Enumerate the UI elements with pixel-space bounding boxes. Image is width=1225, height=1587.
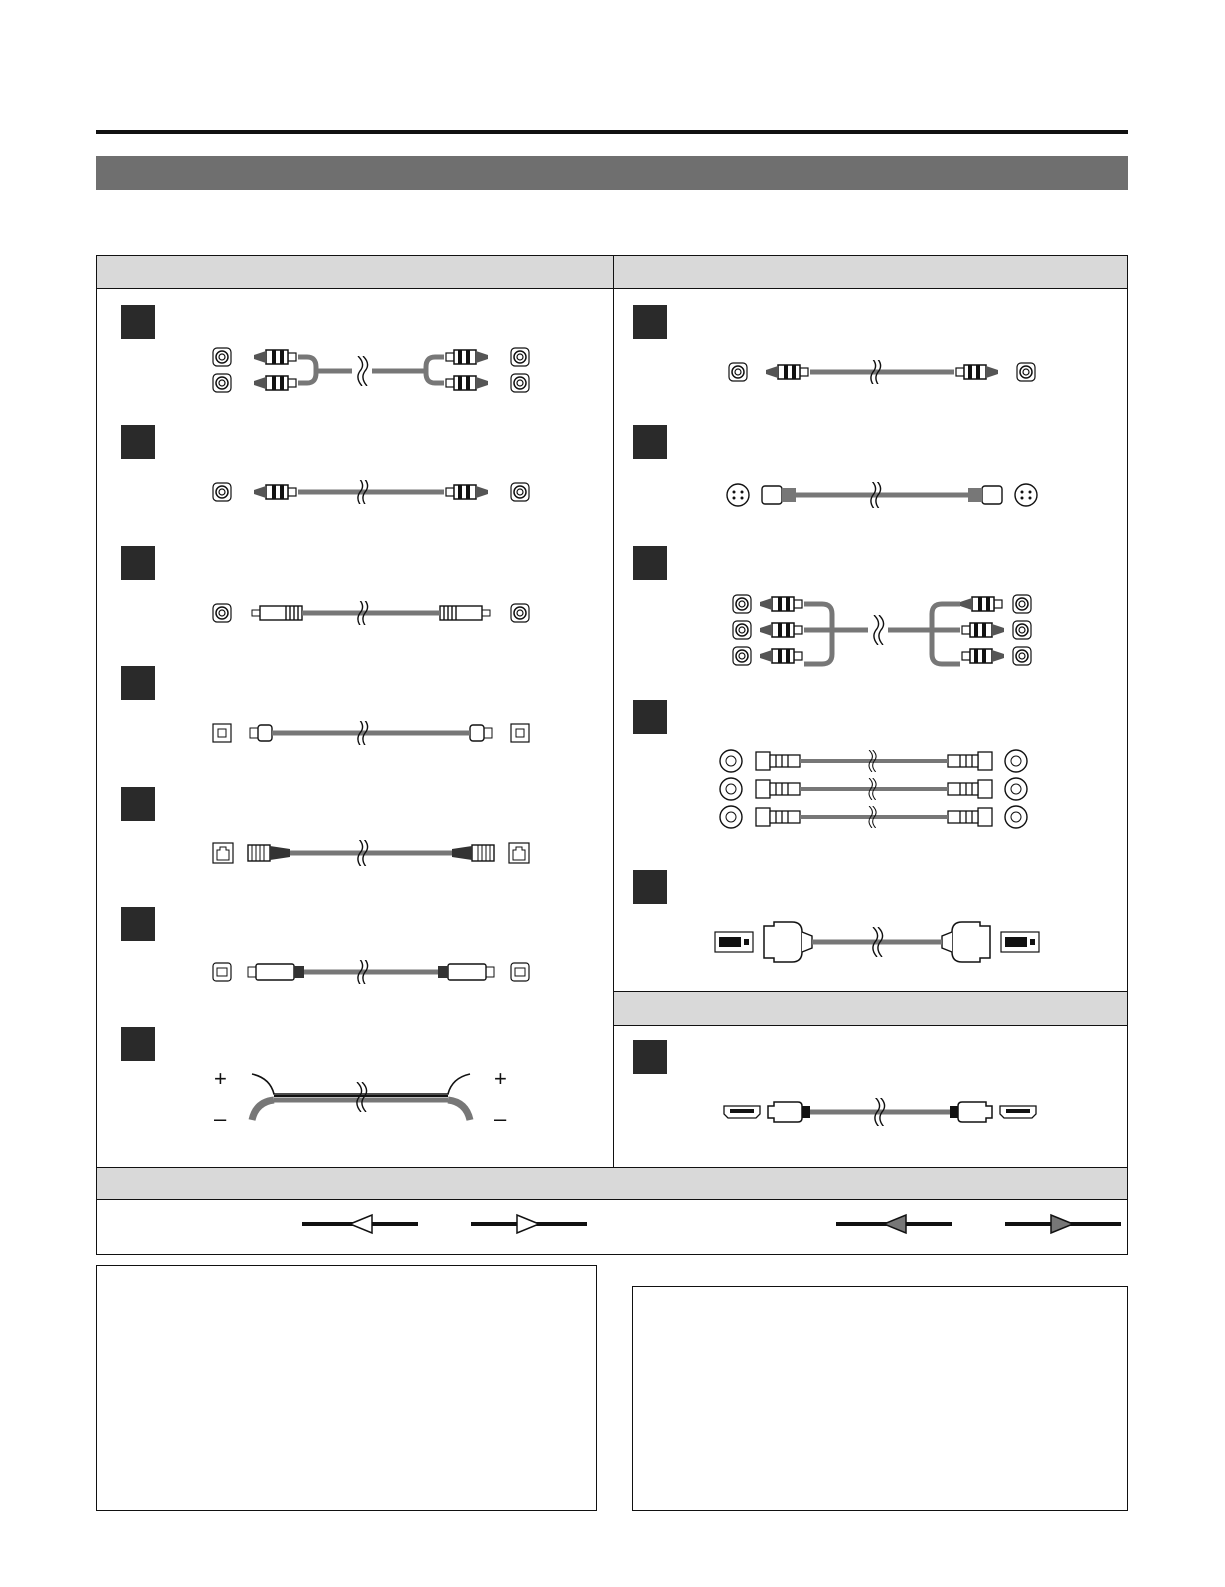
item-marker <box>121 546 155 580</box>
ieee1394-cable-icon <box>212 960 532 984</box>
column-divider <box>613 255 614 1167</box>
stereo-rca-cable-icon <box>212 345 532 397</box>
hdmi-cable-icon <box>722 1098 1038 1126</box>
legend-header-bar <box>97 1167 1127 1200</box>
item-marker <box>633 700 667 734</box>
optical-cable-icon <box>212 721 532 745</box>
item-marker <box>121 787 155 821</box>
bnc-cable-icon <box>718 748 1030 830</box>
arrow-left-open-icon <box>302 1213 418 1235</box>
note-box-right <box>632 1286 1128 1511</box>
sub-header-bar <box>614 991 1127 1026</box>
item-marker <box>121 1027 155 1061</box>
minus-sign: – <box>494 1106 507 1131</box>
arrow-right-filled-icon <box>1005 1213 1121 1235</box>
dvi-cable-icon <box>714 920 1040 964</box>
video-rca-cable-icon <box>728 360 1038 384</box>
plus-sign: + <box>494 1066 507 1091</box>
speaker-cable-icon <box>246 1070 476 1124</box>
rca-cable-icon <box>212 480 532 504</box>
arrow-right-open-icon <box>471 1213 587 1235</box>
component-video-cable-icon <box>732 592 1034 670</box>
item-marker <box>121 666 155 700</box>
lan-cable-icon <box>212 840 532 866</box>
minus-sign: – <box>214 1106 227 1131</box>
section-title-bar <box>96 156 1128 190</box>
s-video-cable-icon <box>726 482 1040 508</box>
top-rule <box>96 130 1128 134</box>
item-marker <box>633 546 667 580</box>
item-marker <box>633 425 667 459</box>
column-header-bar <box>97 256 1127 289</box>
item-marker <box>633 305 667 339</box>
item-marker <box>121 305 155 339</box>
item-marker <box>121 425 155 459</box>
item-marker <box>633 1040 667 1074</box>
item-marker <box>633 870 667 904</box>
plus-sign: + <box>214 1066 227 1091</box>
note-box-left <box>96 1265 597 1511</box>
coaxial-digital-cable-icon <box>212 601 532 625</box>
item-marker <box>121 907 155 941</box>
arrow-left-filled-icon <box>836 1213 952 1235</box>
